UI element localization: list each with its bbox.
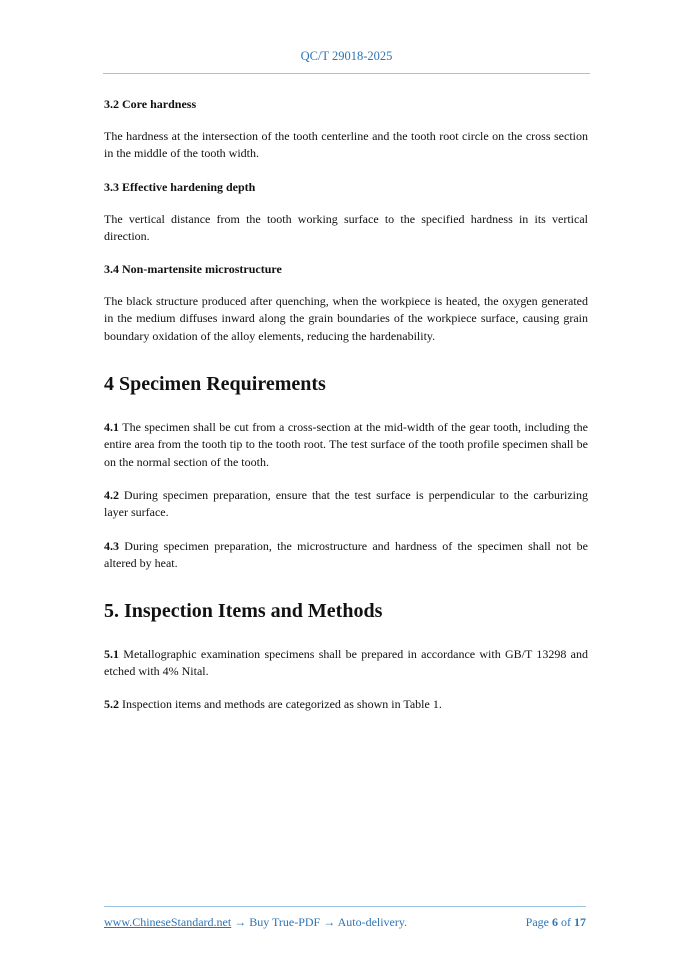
chapter-heading: 5. Inspection Items and Methods	[104, 600, 383, 622]
clause-text: Metallographic examination specimens shall be prepared in accordance with GB/T 13298 and etched with 4% Nital.	[104, 647, 588, 679]
section-heading: 3.2 Core hardness	[104, 97, 197, 111]
section-heading: 3.4 Non-martensite microstructure	[104, 262, 282, 276]
clause-text: During specimen preparation, the microstructure and hardness of the specimen shall not be altered by heat.	[104, 539, 588, 571]
footer-rule	[104, 906, 586, 907]
clause-number: 4.3	[104, 539, 119, 553]
page-label: Page	[525, 915, 552, 929]
clause-text: During specimen preparation, ensure that the test surface is perpendicular to the carburizing layer surface.	[104, 488, 588, 520]
clause-number: 5.2	[104, 697, 119, 711]
total-pages: 17	[574, 915, 586, 929]
clause-text: The specimen shall be cut from a cross-section at the mid-width of the gear tooth, including the entire area from the tooth tip to the tooth root. The test surface of the tooth profile specimen shall be on the normal section of the tooth.	[104, 420, 588, 469]
clause	[104, 538, 588, 573]
section-paragraph: The vertical distance from the tooth working surface to the specified hardness in its vertical direction.	[104, 212, 588, 244]
clause-number: 4.1	[104, 420, 119, 434]
clause	[104, 487, 588, 522]
running-header: QC/T 29018-2025	[300, 49, 393, 63]
clause-number: 5.1	[104, 647, 119, 661]
current-page: 6	[552, 915, 558, 929]
clause-number: 4.2	[104, 488, 119, 502]
clause	[104, 696, 588, 713]
footer-link[interactable]: www.ChineseStandard.net	[104, 915, 232, 929]
section-heading: 3.3 Effective hardening depth	[104, 180, 256, 194]
section-paragraph: The hardness at the intersection of the tooth centerline and the tooth root circle on the cross section in the middle of the tooth width.	[104, 129, 588, 161]
of-label: of	[558, 915, 574, 929]
clause	[104, 646, 588, 681]
chapter-heading: 4 Specimen Requirements	[104, 373, 326, 395]
footer-tail: → Buy True-PDF → Auto-delivery.	[231, 915, 408, 929]
page-number	[526, 915, 586, 930]
footer	[104, 915, 586, 930]
header-rule	[103, 73, 590, 74]
clause-text: Inspection items and methods are categorized as shown in Table 1.	[119, 697, 442, 711]
clause	[104, 419, 588, 471]
section-paragraph: The black structure produced after quenching, when the workpiece is heated, the oxygen generated in the medium diffuses inward along the grain boundaries of the workpiece surface, causing grain boundary oxidation of the alloy elements, reducing the hardenability.	[104, 294, 588, 343]
